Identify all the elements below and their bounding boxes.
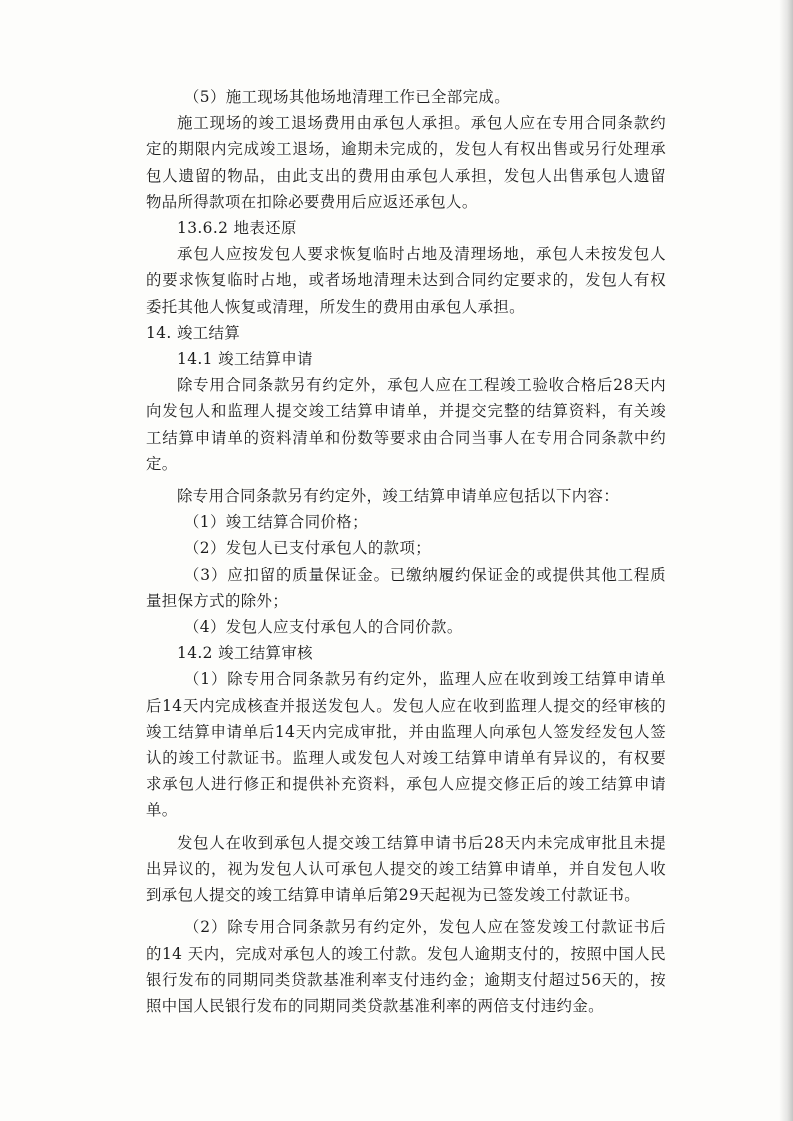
paragraph-review-2: （2）除专用合同条款另有约定外，发包人应在签发竣工付款证书后的14 天内，完成对承包人的竣工付款。发包人逾期支付的，按照中国人民银行发布的同期同类贷款基准利率支付违约金；逾期支付超过56天的，按照中国人民银行发布的同期同类贷款基准利率的两倍支付违约金。 [146,918,666,1015]
heading-14-1: 14.1 竣工结算申请 [177,350,313,369]
document-body [146,84,666,1019]
paragraph-review-1: （1）除专用合同条款另有约定外，监理人应在收到竣工结算申请单后14天内完成核查并报送发包人。发包人应在收到监理人提交的经审核的竣工结算申请单后14天内完成审批，并由监理人向承包人签发经发包人签认的竣工付款证书。监理人或发包人对竣工结算申请单有异议的，有权要求承包人进行修正和提供补充资料，承包人应提交修正后的竣工结算申请单。 [146,670,666,820]
list-item-3: （3）应扣留的质量保证金。已缴纳履约保证金的或提供其他工程质量担保方式的除外； [146,565,666,610]
page-edge-shadow [779,0,793,1121]
paragraph-exit-costs: 施工现场的竣工退场费用由承包人承担。承包人应在专用合同条款约定的期限内完成竣工退场，逾期未完成的，发包人有权出售或另行处理承包人遗留的物品，由此支出的费用由承包人承担，发包人出售承包人遗留物品所得款项在扣除必要费用后应返还承包人。 [146,114,666,211]
paragraph-deemed-approval: 发包人在收到承包人提交竣工结算申请书后28天内未完成审批且未提出异议的，视为发包人认可承包人提交的竣工结算申请单，并自发包人收到承包人提交的竣工结算申请单后第29天起视为已签发竣工付款证书。 [146,833,666,905]
list-item-1: （1）竣工结算合同价格； [184,513,368,532]
list-item-4: （4）发包人应支付承包人的合同价款。 [184,618,463,637]
paragraph-surface-restoration: 承包人应按发包人要求恢复临时占地及清理场地，承包人未按发包人的要求恢复临时占地，或者场地清理未达到合同约定要求的，发包人有权委托其他人恢复或清理，所发生的费用由承包人承担。 [146,245,666,316]
paragraph-settlement-application: 除专用合同条款另有约定外，承包人应在工程竣工验收合格后28天内向发包人和监理人提交竣工结算申请单，并提交完整的结算资料，有关竣工结算申请单的资料清单和份数等要求由合同当事人在专用合同条款中约定。 [146,376,666,473]
list-item-2: （2）发包人已支付承包人的款项； [184,539,432,558]
heading-14-2: 14.2 竣工结算审核 [177,644,313,663]
heading-13-6-2: 13.6.2 地表还原 [177,219,297,238]
paragraph-settlement-contents: 除专用合同条款另有约定外，竣工结算申请单应包括以下内容： [177,487,620,506]
paragraph-item-5: （5）施工现场其他场地清理工作已全部完成。 [184,88,511,106]
heading-14: 14. 竣工结算 [146,323,241,342]
